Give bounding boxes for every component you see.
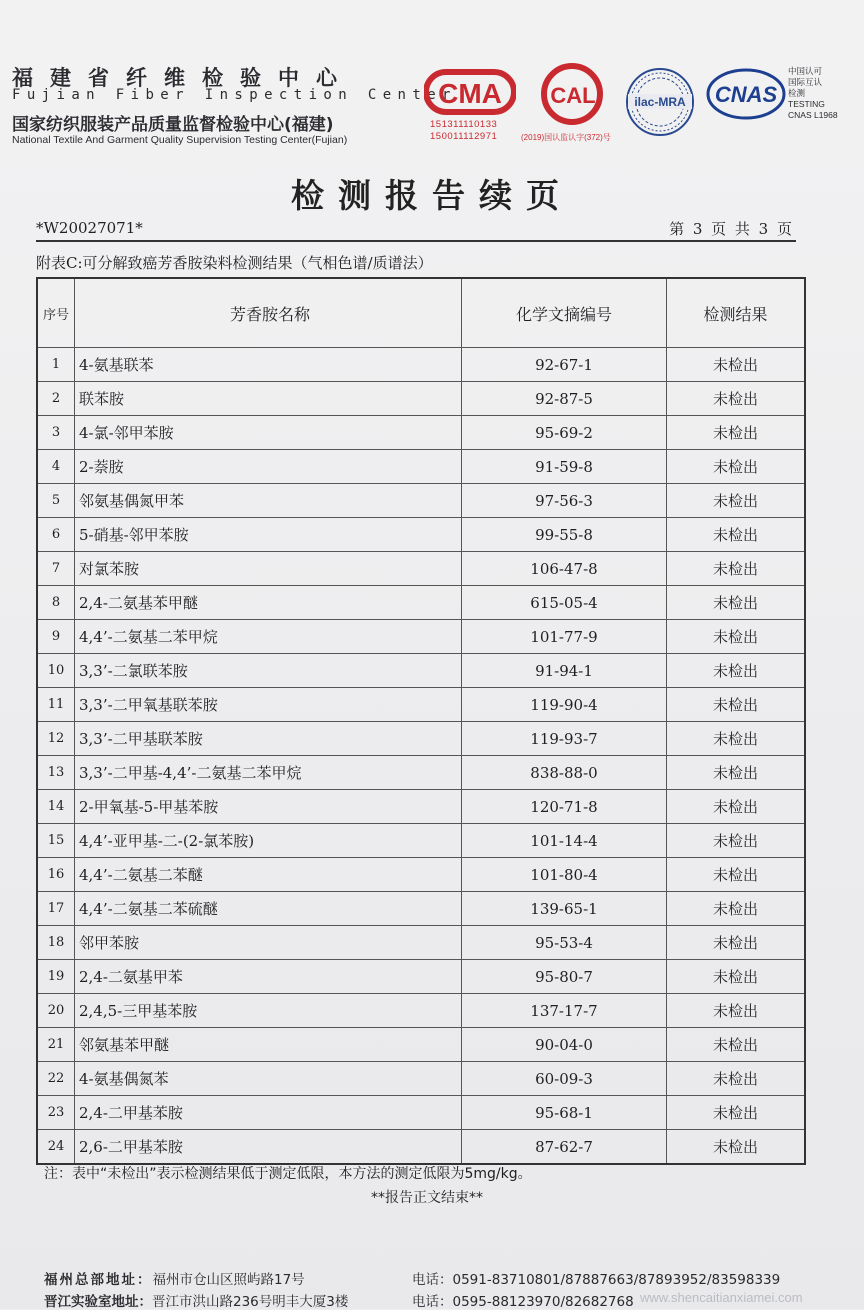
footer-address-value: 晋江市洪山路236号明丰大厦3楼 — [152, 1294, 349, 1310]
cell-index: 8 — [37, 586, 75, 620]
table-caption: 附表C:可分解致癌芳香胺染料检测结果（气相色谱/质谱法） — [36, 254, 433, 272]
cma-numbers — [430, 119, 497, 143]
table-row — [37, 994, 805, 1028]
cell-amine-name: 3,3’-二氯联苯胺 — [75, 654, 462, 688]
cell-result: 未检出 — [667, 552, 806, 586]
table-row — [37, 450, 805, 484]
cell-cas-number: 101-80-4 — [462, 858, 667, 892]
table-row — [37, 654, 805, 688]
footer-address-label: 晋江实验室地址： — [44, 1294, 152, 1310]
cell-index: 22 — [37, 1062, 75, 1096]
table-row — [37, 858, 805, 892]
footer-phone-fuzhou: 电话：0591-83710801/87887663/87893952/83598339 — [412, 1272, 781, 1288]
cell-result: 未检出 — [667, 518, 806, 552]
cell-index: 19 — [37, 960, 75, 994]
cell-result: 未检出 — [667, 450, 806, 484]
watermark-text: www.shencaitianxiamei.com — [640, 1290, 803, 1305]
footer-address-label: 福州总部地址： — [44, 1272, 153, 1288]
footer-address-value: 福州市仓山区照屿路17号 — [152, 1272, 305, 1288]
document-title: 检测报告续页 — [291, 176, 573, 215]
cma-number-2: 150011112971 — [430, 131, 498, 142]
cell-cas-number: 119-93-7 — [462, 722, 667, 756]
ilac-logo-text: ilac-MRA — [634, 95, 686, 109]
cal-logo — [536, 62, 608, 128]
cell-cas-number: 95-53-4 — [462, 926, 667, 960]
cell-amine-name: 2-甲氧基-5-甲基苯胺 — [75, 790, 462, 824]
ilac-mra-logo — [624, 66, 696, 138]
table-row — [37, 790, 805, 824]
cell-amine-name: 2,4-二氨基苯甲醚 — [75, 586, 462, 620]
page-number: 第 3 页 共 3 页 — [669, 220, 794, 238]
cell-amine-name: 4,4’-二氨基二苯甲烷 — [75, 620, 462, 654]
table-body — [37, 348, 805, 1165]
cell-amine-name: 4,4’-亚甲基-二-(2-氯苯胺) — [75, 824, 462, 858]
cell-result: 未检出 — [667, 348, 806, 382]
table-row — [37, 960, 805, 994]
table-note: 注：表中“未检出”表示检测结果低于测定低限，本方法的测定低限为5mg/kg。 — [44, 1166, 532, 1182]
cell-cas-number: 95-69-2 — [462, 416, 667, 450]
cell-result: 未检出 — [667, 484, 806, 518]
cell-result: 未检出 — [667, 1062, 806, 1096]
table-row — [37, 722, 805, 756]
cell-index: 9 — [37, 620, 75, 654]
cell-amine-name: 4,4’-二氨基二苯醚 — [75, 858, 462, 892]
cnas-side-line: 检测 — [788, 88, 806, 98]
header-result: 检测结果 — [667, 278, 806, 348]
org-name-cn: 福建省纤维检验中心 — [12, 66, 354, 90]
cell-cas-number: 90-04-0 — [462, 1028, 667, 1062]
cell-amine-name: 5-硝基-邻甲苯胺 — [75, 518, 462, 552]
table-row — [37, 756, 805, 790]
table-row — [37, 1130, 805, 1165]
cma-logo-text: CMA — [438, 78, 502, 109]
cell-amine-name: 4,4’-二氨基二苯硫醚 — [75, 892, 462, 926]
cell-amine-name: 3,3’-二甲基联苯胺 — [75, 722, 462, 756]
table-row — [37, 586, 805, 620]
cell-result: 未检出 — [667, 892, 806, 926]
cell-cas-number: 101-77-9 — [462, 620, 667, 654]
results-table — [36, 277, 806, 1165]
table-header-row — [37, 278, 805, 348]
cell-cas-number: 838-88-0 — [462, 756, 667, 790]
cell-index: 24 — [37, 1130, 75, 1165]
cell-result: 未检出 — [667, 994, 806, 1028]
cell-index: 13 — [37, 756, 75, 790]
cell-result: 未检出 — [667, 722, 806, 756]
cell-cas-number: 87-62-7 — [462, 1130, 667, 1165]
cnas-side-line: CNAS L1968 — [788, 110, 838, 120]
table-row — [37, 382, 805, 416]
cma-logo — [424, 68, 516, 116]
cell-result: 未检出 — [667, 858, 806, 892]
cell-index: 2 — [37, 382, 75, 416]
cell-cas-number: 95-80-7 — [462, 960, 667, 994]
cell-amine-name: 2,4,5-三甲基苯胺 — [75, 994, 462, 1028]
cnas-logo-text: CNAS — [714, 82, 778, 107]
table-row — [37, 688, 805, 722]
table-row — [37, 484, 805, 518]
cell-index: 14 — [37, 790, 75, 824]
cell-cas-number: 60-09-3 — [462, 1062, 667, 1096]
table-row — [37, 518, 805, 552]
cell-index: 1 — [37, 348, 75, 382]
table-row — [37, 552, 805, 586]
header-index: 序号 — [37, 278, 75, 348]
cell-amine-name: 4-氨基联苯 — [75, 348, 462, 382]
cell-amine-name: 3,3’-二甲基-4,4’-二氨基二苯甲烷 — [75, 756, 462, 790]
cell-index: 7 — [37, 552, 75, 586]
cell-result: 未检出 — [667, 824, 806, 858]
cell-index: 18 — [37, 926, 75, 960]
cell-amine-name: 邻氨基苯甲醚 — [75, 1028, 462, 1062]
cell-cas-number: 137-17-7 — [462, 994, 667, 1028]
cell-result: 未检出 — [667, 416, 806, 450]
cell-cas-number: 615-05-4 — [462, 586, 667, 620]
cell-amine-name: 联苯胺 — [75, 382, 462, 416]
cell-amine-name: 4-氯-邻甲苯胺 — [75, 416, 462, 450]
cell-cas-number: 139-65-1 — [462, 892, 667, 926]
table-row — [37, 620, 805, 654]
cell-index: 17 — [37, 892, 75, 926]
table-row — [37, 824, 805, 858]
cell-cas-number: 92-67-1 — [462, 348, 667, 382]
cell-index: 21 — [37, 1028, 75, 1062]
cnas-logo — [706, 68, 786, 120]
cell-index: 6 — [37, 518, 75, 552]
cell-index: 23 — [37, 1096, 75, 1130]
footer-address-fuzhou — [44, 1268, 305, 1288]
cell-index: 12 — [37, 722, 75, 756]
cma-number-1: 151311110133 — [430, 119, 498, 130]
cell-result: 未检出 — [667, 654, 806, 688]
cell-index: 3 — [37, 416, 75, 450]
cnas-side-line: 国际互认 — [788, 77, 823, 87]
cnas-side-line: TESTING — [788, 99, 825, 109]
cell-cas-number: 106-47-8 — [462, 552, 667, 586]
cell-index: 16 — [37, 858, 75, 892]
table-row — [37, 348, 805, 382]
cell-result: 未检出 — [667, 620, 806, 654]
cell-result: 未检出 — [667, 688, 806, 722]
cal-logo-text: CAL — [550, 83, 596, 108]
cell-result: 未检出 — [667, 1096, 806, 1130]
cell-result: 未检出 — [667, 926, 806, 960]
cell-amine-name: 2-萘胺 — [75, 450, 462, 484]
center-name-cn: 国家纺织服装产品质量监督检验中心(福建) — [12, 115, 334, 135]
cell-cas-number: 92-87-5 — [462, 382, 667, 416]
cell-cas-number: 119-90-4 — [462, 688, 667, 722]
report-end-marker: **报告正文结束** — [371, 1190, 483, 1206]
cell-cas-number: 91-59-8 — [462, 450, 667, 484]
header-cas-number: 化学文摘编号 — [462, 278, 667, 348]
header-rule — [36, 240, 796, 242]
header-amine-name: 芳香胺名称 — [75, 278, 462, 348]
report-number: *W20027071* — [36, 219, 143, 237]
cal-license: (2019)国认监认字(372)号 — [521, 133, 611, 142]
cell-amine-name: 3,3’-二甲氧基联苯胺 — [75, 688, 462, 722]
cell-result: 未检出 — [667, 960, 806, 994]
table-row — [37, 1028, 805, 1062]
cnas-accreditation-text — [788, 66, 838, 121]
table-row — [37, 926, 805, 960]
cell-index: 20 — [37, 994, 75, 1028]
cnas-side-line: 中国认可 — [788, 66, 823, 76]
footer-phone-jinjiang: 电话：0595-88123970/82682768 — [412, 1294, 634, 1310]
table-row — [37, 892, 805, 926]
table-row — [37, 1062, 805, 1096]
cell-result: 未检出 — [667, 756, 806, 790]
cell-index: 11 — [37, 688, 75, 722]
cell-amine-name: 2,6-二甲基苯胺 — [75, 1130, 462, 1165]
cell-amine-name: 对氯苯胺 — [75, 552, 462, 586]
cell-amine-name: 邻甲苯胺 — [75, 926, 462, 960]
footer-address-jinjiang — [44, 1290, 348, 1310]
cell-index: 5 — [37, 484, 75, 518]
cell-index: 15 — [37, 824, 75, 858]
cell-result: 未检出 — [667, 586, 806, 620]
org-name-en: Fujian Fiber Inspection Center — [12, 87, 457, 103]
cell-result: 未检出 — [667, 382, 806, 416]
cell-cas-number: 120-71-8 — [462, 790, 667, 824]
cell-result: 未检出 — [667, 1130, 806, 1165]
cell-amine-name: 邻氨基偶氮甲苯 — [75, 484, 462, 518]
cell-cas-number: 99-55-8 — [462, 518, 667, 552]
table-row — [37, 416, 805, 450]
cell-index: 4 — [37, 450, 75, 484]
cell-amine-name: 2,4-二甲基苯胺 — [75, 1096, 462, 1130]
cell-cas-number: 97-56-3 — [462, 484, 667, 518]
cell-result: 未检出 — [667, 1028, 806, 1062]
cell-cas-number: 95-68-1 — [462, 1096, 667, 1130]
center-name-en: National Textile And Garment Quality Supervision Testing Center(Fujian) — [12, 134, 348, 146]
cell-result: 未检出 — [667, 790, 806, 824]
cell-amine-name: 2,4-二氨基甲苯 — [75, 960, 462, 994]
cell-index: 10 — [37, 654, 75, 688]
cell-amine-name: 4-氨基偶氮苯 — [75, 1062, 462, 1096]
table-row — [37, 1096, 805, 1130]
cell-cas-number: 101-14-4 — [462, 824, 667, 858]
cell-cas-number: 91-94-1 — [462, 654, 667, 688]
